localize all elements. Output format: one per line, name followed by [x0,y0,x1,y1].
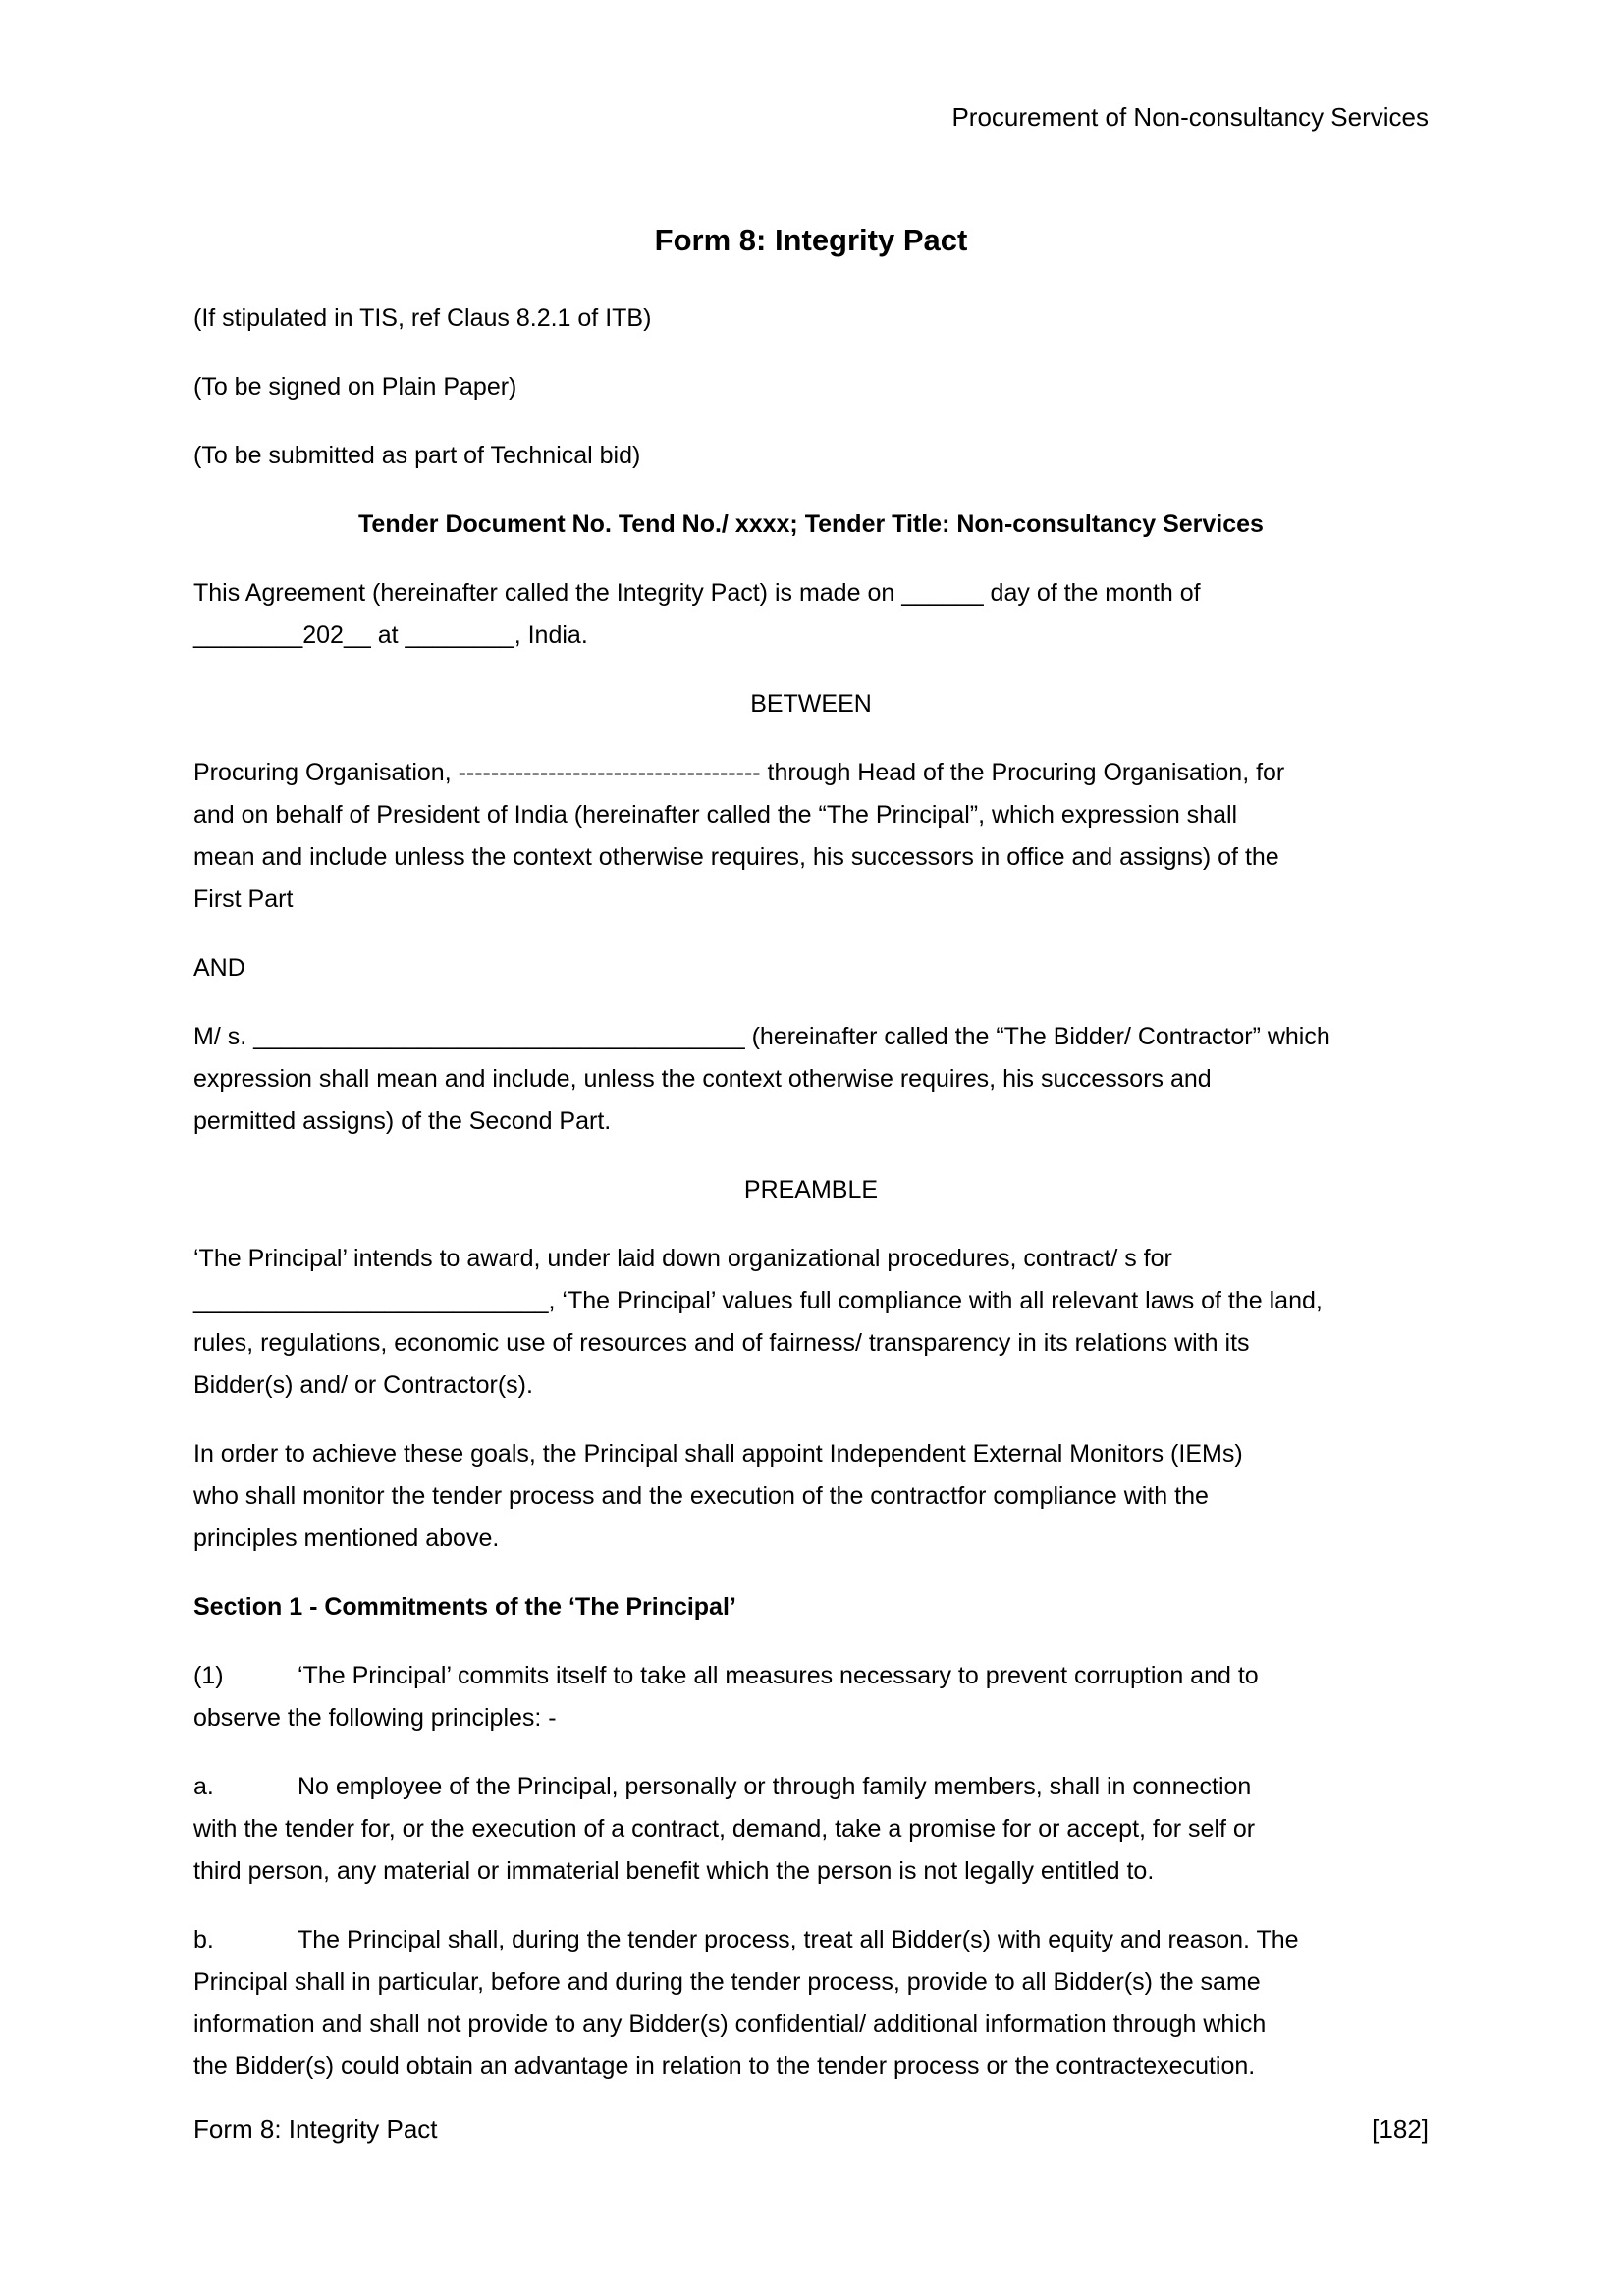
clause-1-marker: (1) [193,1662,224,1689]
text-line: M/ s. ____________________________________ (hereinafter called the “The Bidder/ Contractor” which [193,1023,1330,1050]
text-line: mean and include unless the context otherwise requires, his successors in office and assigns) of the [193,843,1279,871]
clause-b [193,1919,1429,2088]
text-line: the Bidder(s) could obtain an advantage in relation to the tender process or the contractexecution. [193,2053,1256,2080]
footer-page-number: [182] [1372,2114,1429,2144]
first-party-paragraph [193,752,1429,921]
text-line: third person, any material or immaterial benefit which the person is not legally entitled to. [193,1857,1155,1885]
footer [193,2109,1429,2151]
text-line [193,1926,1299,1953]
text-line: ________202__ at ________, India. [193,621,588,649]
text-line: This Agreement (hereinafter called the Integrity Pact) is made on ______ day of the month of [193,579,1201,607]
section-1-heading: Section 1 - Commitments of the ‘The Principal’ [193,1593,736,1621]
text-line: Procuring Organisation, ------------------------------------- through Head of the Procuring Organisation, for [193,759,1285,786]
page-title: Form 8: Integrity Pact [654,223,968,257]
clause-a [193,1766,1429,1893]
submission-note: (To be submitted as part of Technical bid) [193,442,641,469]
text-line: information and shall not provide to any Bidder(s) confidential/ additional information through which [193,2010,1267,2038]
text-line: permitted assigns) of the Second Part. [193,1107,612,1135]
text-line: ‘The Principal’ intends to award, under laid down organizational procedures, contract/ s for [193,1245,1172,1272]
agreement-paragraph [193,572,1429,657]
text-line: who shall monitor the tender process and the execution of the contractfor compliance with the [193,1482,1209,1510]
text-line: __________________________, ‘The Principal’ values full compliance with all relevant laws of the land, [193,1287,1323,1314]
clause-b-text: The Principal shall, during the tender process, treat all Bidder(s) with equity and reason. The [298,1926,1299,1953]
text-line: with the tender for, or the execution of a contract, demand, take a promise for or accept, for self or [193,1815,1256,1842]
stipulation-note: (If stipulated in TIS, ref Claus 8.2.1 of ITB) [193,304,652,332]
clause-1 [193,1655,1429,1739]
text-line: Principal shall in particular, before and during the tender process, provide to all Bidder(s) the same [193,1968,1261,1996]
clause-a-marker: a. [193,1773,214,1800]
text-line: observe the following principles: - [193,1704,557,1732]
clause-b-marker: b. [193,1926,214,1953]
clause-1-text: ‘The Principal’ commits itself to take all measures necessary to prevent corruption and to [298,1662,1259,1689]
second-party-paragraph [193,1016,1429,1143]
text-line: First Part [193,885,294,913]
clause-a-text: No employee of the Principal, personally or through family members, shall in connection [298,1773,1252,1800]
text-line: expression shall mean and include, unless the context otherwise requires, his successors and [193,1065,1212,1093]
signing-note: (To be signed on Plain Paper) [193,373,517,400]
tender-title-line: Tender Document No. Tend No./ xxxx; Tender Title: Non-consultancy Services [358,510,1264,538]
footer-title: Form 8: Integrity Pact [193,2114,438,2144]
text-line: principles mentioned above. [193,1524,500,1552]
between-label: BETWEEN [750,690,872,718]
header-note: Procurement of Non-consultancy Services [951,102,1429,132]
preamble-paragraph-2 [193,1433,1429,1560]
text-line: and on behalf of President of India (hereinafter called the “The Principal”, which expression shall [193,801,1238,828]
preamble-paragraph-1 [193,1238,1429,1407]
text-line: rules, regulations, economic use of resources and of fairness/ transparency in its relations with its [193,1329,1250,1357]
text-line: Bidder(s) and/ or Contractor(s). [193,1371,533,1399]
and-label: AND [193,954,245,982]
text-line [193,1662,1259,1689]
preamble-label: PREAMBLE [743,1176,879,1203]
text-line: In order to achieve these goals, the Principal shall appoint Independent External Monitors (IEMs) [193,1440,1243,1468]
text-line [193,1773,1251,1800]
